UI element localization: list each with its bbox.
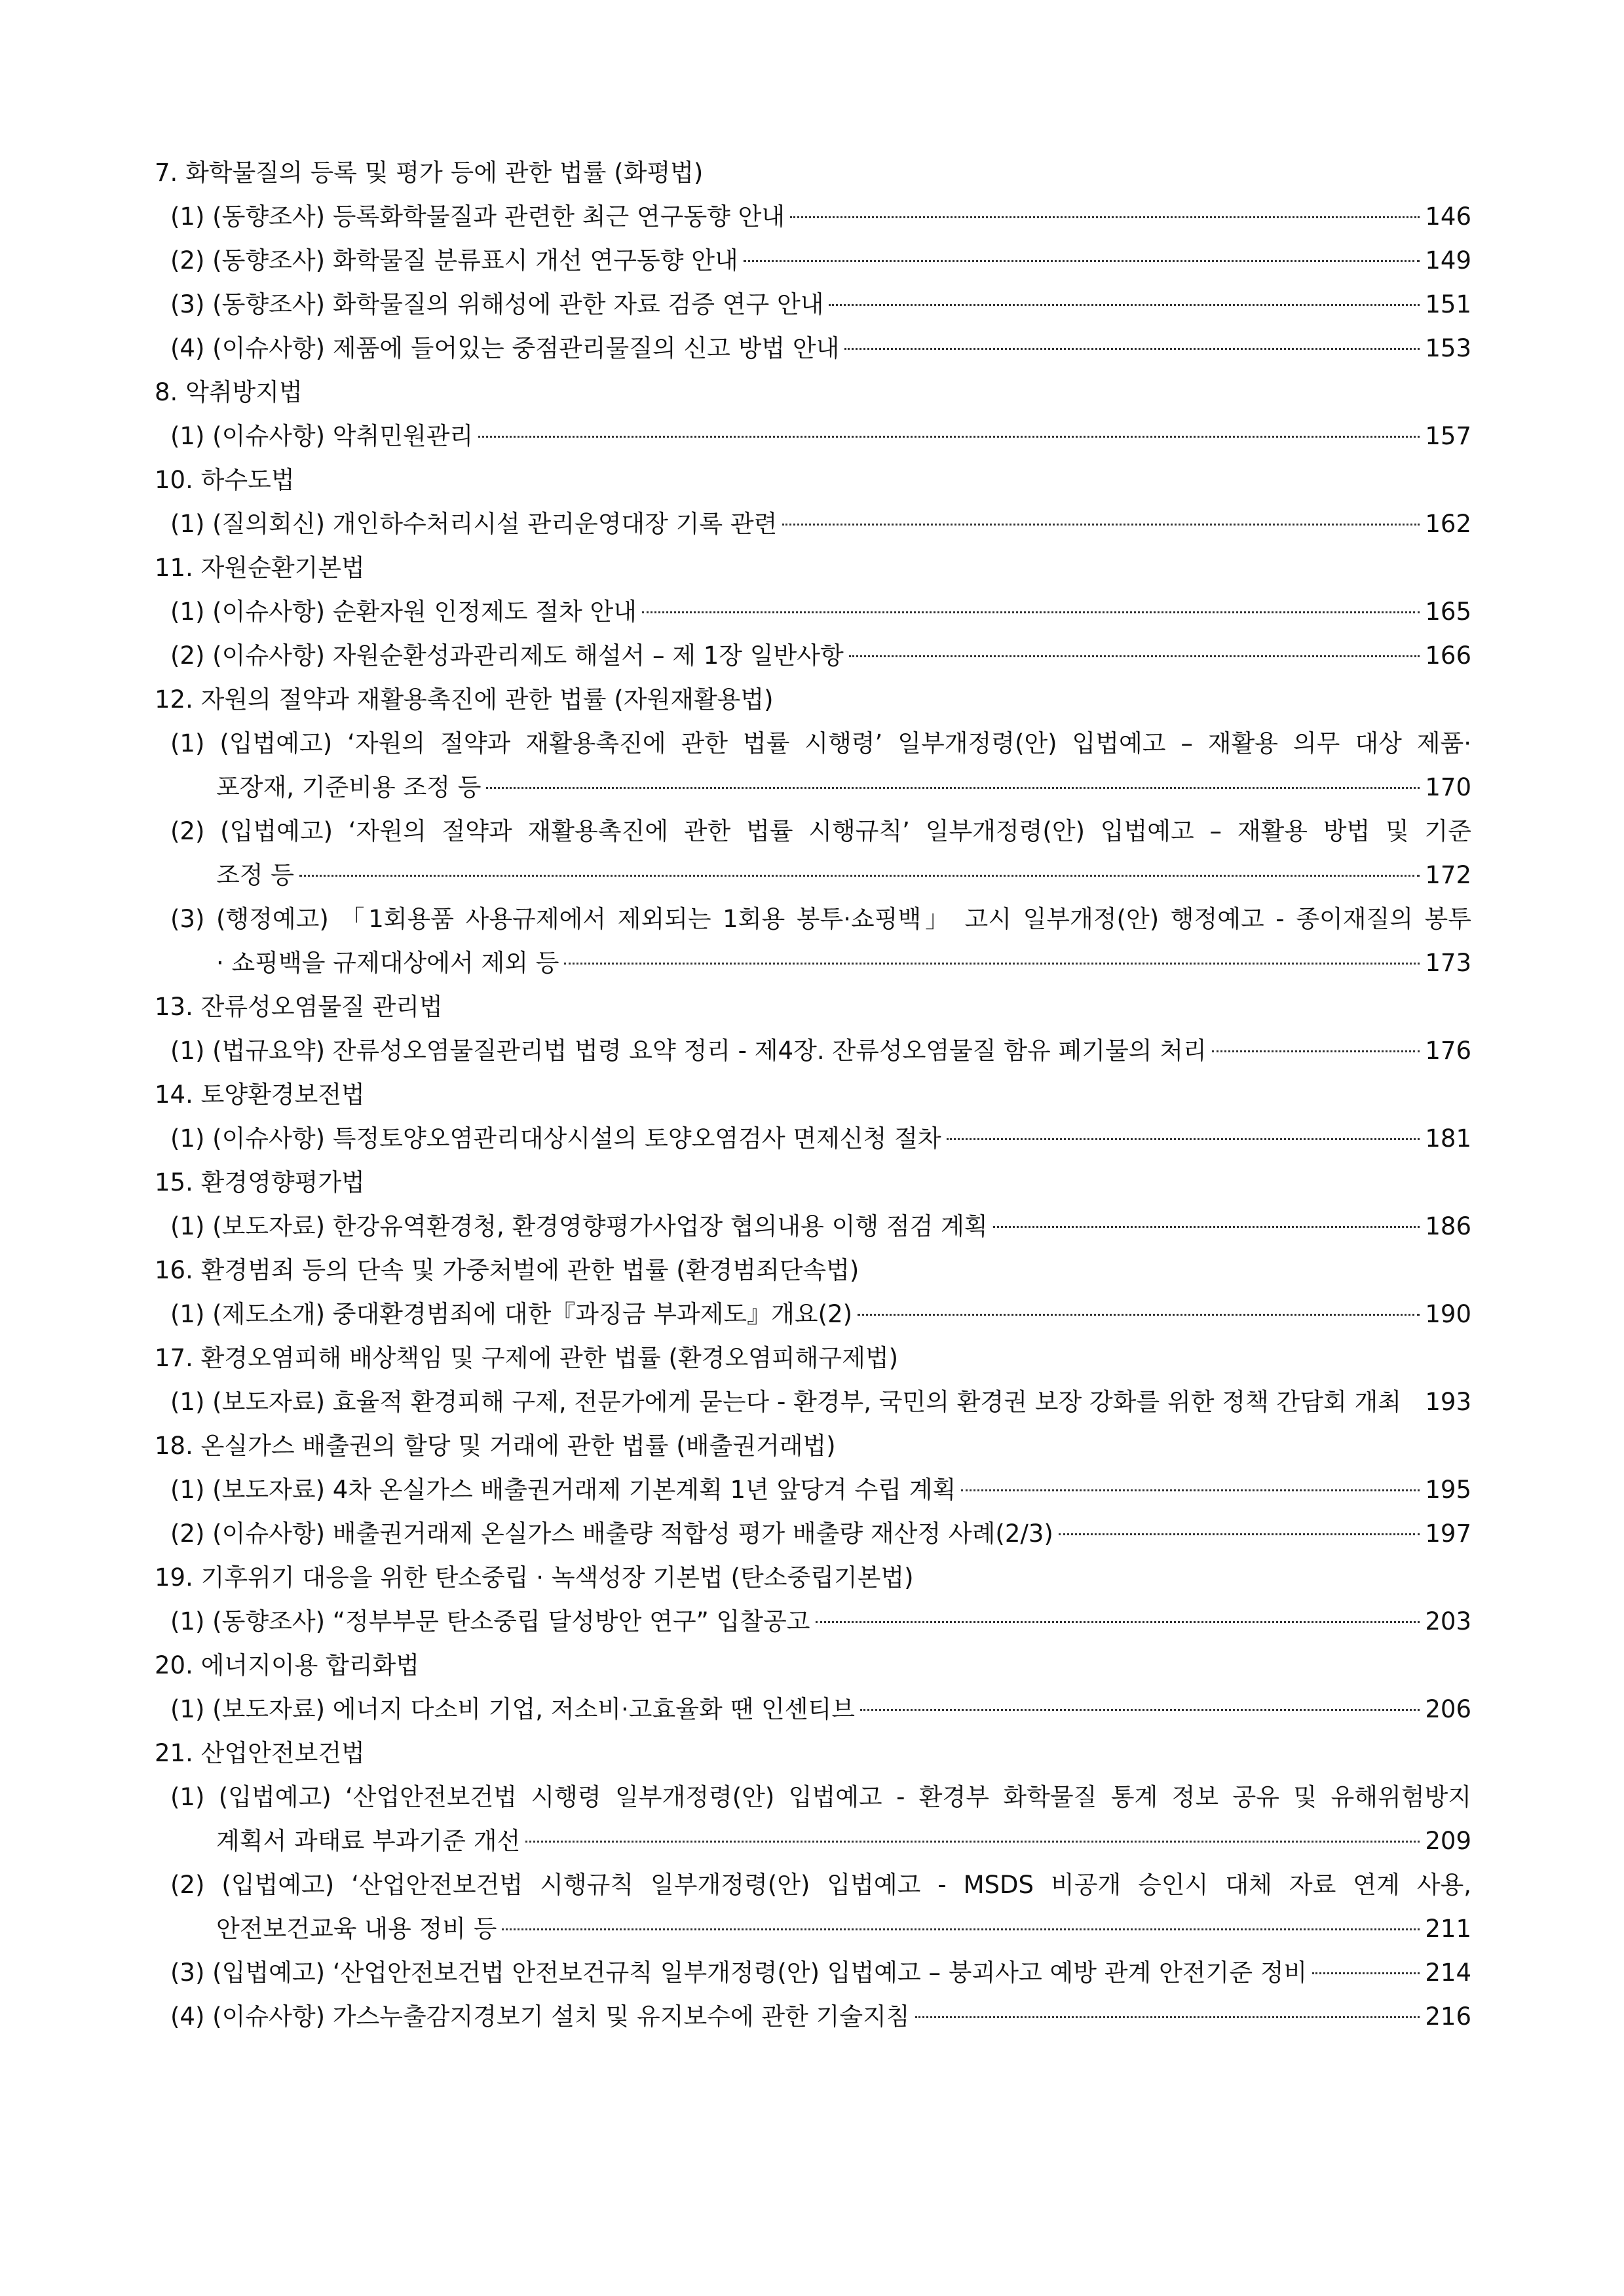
toc-entry[interactable] [155,897,1471,985]
section-heading: 20. 에너지이용 합리화법 [155,1651,420,1679]
page-number: 153 [1425,334,1471,362]
dot-leader [790,216,1420,218]
page-number: 173 [1425,949,1471,977]
toc-entry-text: (1) (법규요약) 잔류성오염물질관리법 법령 요약 정리 - 제4장. 잔류성오염물질 함유 폐기물의 처리 [170,1037,1207,1065]
toc-entry-continuation [170,941,1471,985]
page-number: 176 [1425,1037,1471,1065]
toc-entry[interactable] [155,326,1471,370]
dot-leader [299,875,1420,877]
toc-entry[interactable] [155,1512,1471,1556]
section-heading: 11. 자원순환기본법 [155,554,365,582]
page-number: 206 [1425,1695,1471,1723]
toc-entry[interactable] [155,1775,1471,1863]
page-number: 197 [1425,1520,1471,1548]
dot-leader [502,1928,1420,1930]
page-number: 214 [1425,1959,1471,1987]
dot-leader [564,963,1420,965]
toc-entry-text: (2) (이슈사항) 자원순환성과관리제도 해설서 – 제 1장 일반사항 [170,641,844,670]
dot-leader [993,1226,1420,1228]
dot-leader [478,436,1420,438]
toc-entry[interactable] [155,239,1471,282]
dot-leader [486,787,1420,789]
dot-leader [1312,1972,1420,1974]
toc-entry-text: (4) (이슈사항) 제품에 들어있는 중점관리물질의 신고 방법 안내 [170,334,840,362]
toc-entry[interactable] [155,634,1471,678]
toc-entry[interactable] [155,1204,1471,1248]
toc-entry[interactable] [155,195,1471,239]
page-number: 203 [1425,1607,1471,1636]
toc-entry-text: (2) (동향조사) 화학물질 분류표시 개선 연구동향 안내 [170,246,738,275]
toc-entry[interactable] [155,1995,1471,2038]
page-number: 211 [1425,1915,1471,1943]
toc-entry[interactable] [155,1117,1471,1160]
toc-entry-text: (1) (보도자료) 에너지 다소비 기업, 저소비·고효율화 땐 인센티브 [170,1695,855,1723]
toc-entry-text-line2: 조정 등 [216,861,294,889]
section-heading: 21. 산업안전보건법 [155,1739,365,1767]
toc-entry-text: (1) (이슈사항) 특정토양오염관리대상시설의 토양오염검사 면제신청 절차 [170,1124,941,1153]
section-heading: 14. 토양환경보전법 [155,1081,365,1109]
dot-leader [947,1138,1420,1140]
section-heading: 16. 환경범죄 등의 단속 및 가중처벌에 관한 법률 (환경범죄단속법) [155,1256,859,1284]
toc-entry[interactable] [155,1292,1471,1336]
toc-entry-text-line2: · 쇼핑백을 규제대상에서 제외 등 [216,949,559,977]
toc-entry-text: (1) (동향조사) 등록화학물질과 관련한 최근 연구동향 안내 [170,202,785,231]
section-heading: 13. 잔류성오염물질 관리법 [155,993,443,1021]
toc-entry-continuation [170,1819,1471,1863]
dot-leader [915,2016,1420,2018]
dot-leader [961,1489,1420,1491]
toc-entry-text-line2: 포장재, 기준비용 조정 등 [216,773,482,801]
section-heading: 17. 환경오염피해 배상책임 및 구제에 관한 법률 (환경오염피해구제법) [155,1344,899,1372]
toc-entry[interactable] [155,721,1471,809]
dot-leader [844,348,1420,350]
dot-leader [858,1314,1420,1316]
toc-entry[interactable] [155,1380,1471,1424]
toc-entry[interactable] [155,1863,1471,1951]
toc-entry-text: (1) (보도자료) 4차 온실가스 배출권거래제 기본계획 1년 앞당겨 수립 계획 [170,1476,956,1504]
page-number: 193 [1425,1388,1471,1416]
toc-entry[interactable] [155,1468,1471,1512]
page-number: 146 [1425,202,1471,231]
toc-entry-text: (3) (동향조사) 화학물질의 위해성에 관한 자료 검증 연구 안내 [170,290,824,318]
toc-entry[interactable] [155,1029,1471,1073]
toc-entry-text-line1: (1) (입법예고) ‘자원의 절약과 재활용촉진에 관한 법률 시행령’ 일부개정령(안) 입법예고 – 재활용 의무 대상 제품· [170,729,1471,757]
page-number: 186 [1425,1212,1471,1240]
page-number: 172 [1425,861,1471,889]
toc-entry[interactable] [155,502,1471,546]
toc-entry-continuation [170,765,1471,809]
toc-entry[interactable] [155,809,1471,897]
dot-leader [642,611,1420,613]
table-of-contents [155,151,1471,2038]
toc-entry-text: (1) (제도소개) 중대환경범죄에 대한『과징금 부과제도』개요(2) [170,1300,853,1328]
toc-entry[interactable] [155,1687,1471,1731]
section-heading: 8. 악취방지법 [155,378,303,406]
toc-entry-text: (2) (이슈사항) 배출권거래제 온실가스 배출량 적합성 평가 배출량 재산정 사례(2/3) [170,1520,1053,1548]
toc-entry[interactable] [155,1951,1471,1995]
page-number: 166 [1425,641,1471,670]
toc-entry-text: (1) (이슈사항) 악취민원관리 [170,422,474,450]
section-heading: 7. 화학물질의 등록 및 평가 등에 관한 법률 (화평법) [155,159,704,187]
dot-leader [525,1841,1420,1843]
toc-entry-text: (1) (동향조사) “정부부문 탄소중립 달성방안 연구” 입찰공고 [170,1607,810,1636]
toc-entry-text-line2: 계획서 과태료 부과기준 개선 [216,1827,521,1855]
page-number: 165 [1425,598,1471,626]
page-number: 209 [1425,1827,1471,1855]
page-number: 157 [1425,422,1471,450]
page-number: 151 [1425,290,1471,318]
dot-leader [816,1621,1420,1623]
section-heading: 18. 온실가스 배출권의 할당 및 거래에 관한 법률 (배출권거래법) [155,1432,836,1460]
section-heading: 12. 자원의 절약과 재활용촉진에 관한 법률 (자원재활용법) [155,685,774,714]
page-number: 162 [1425,510,1471,538]
toc-entry-text: (3) (입법예고) ‘산업안전보건법 안전보건규칙 일부개정령(안) 입법예고 – 붕괴사고 예방 관계 안전기준 정비 [170,1959,1308,1987]
dot-leader [1059,1533,1420,1535]
page-number: 170 [1425,773,1471,801]
toc-entry[interactable] [155,414,1471,458]
toc-entry-text-line1: (3) (행정예고) 「1회용품 사용규제에서 제외되는 1회용 봉투·쇼핑백」 고시 일부개정(안) 행정예고 - 종이재질의 봉투 [170,905,1471,933]
toc-entry-text-line1: (1) (입법예고) ‘산업안전보건법 시행령 일부개정령(안) 입법예고 - 환경부 화학물질 통계 정보 공유 및 유해위험방지 [170,1783,1471,1811]
section-heading: 19. 기후위기 대응을 위한 탄소중립 · 녹색성장 기본법 (탄소중립기본법) [155,1563,914,1592]
toc-entry-text: (1) (보도자료) 효율적 환경피해 구제, 전문가에게 묻는다 - 환경부, 국민의 환경권 보장 강화를 위한 정책 간담회 개최 [170,1388,1401,1416]
toc-entry-text: (1) (보도자료) 한강유역환경청, 환경영향평가사업장 협의내용 이행 점검 계획 [170,1212,988,1240]
page-number: 190 [1425,1300,1471,1328]
toc-entry[interactable] [155,590,1471,634]
dot-leader [829,304,1420,306]
dot-leader [1212,1050,1420,1052]
page-number: 195 [1425,1476,1471,1504]
section-heading: 10. 하수도법 [155,466,295,494]
toc-entry[interactable] [155,282,1471,326]
dot-leader [744,260,1420,262]
page-number: 216 [1425,2002,1471,2031]
toc-entry-text-line2: 안전보건교육 내용 정비 등 [216,1915,497,1943]
toc-entry-continuation [170,853,1471,897]
toc-entry-text-line1: (2) (입법예고) ‘산업안전보건법 시행규칙 일부개정령(안) 입법예고 - MSDS 비공개 승인시 대체 자료 연계 사용, [170,1871,1471,1899]
toc-entry-text: (1) (질의회신) 개인하수처리시설 관리운영대장 기록 관련 [170,510,778,538]
toc-entry-text: (1) (이슈사항) 순환자원 인정제도 절차 안내 [170,598,637,626]
page-number: 181 [1425,1124,1471,1153]
toc-entry-text-line1: (2) (입법예고) ‘자원의 절약과 재활용촉진에 관한 법률 시행규칙’ 일부개정령(안) 입법예고 – 재활용 방법 및 기준 [170,817,1471,845]
toc-entry-text: (4) (이슈사항) 가스누출감지경보기 설치 및 유지보수에 관한 기술지침 [170,2002,910,2031]
toc-entry[interactable] [155,1599,1471,1643]
section-heading: 15. 환경영향평가법 [155,1168,365,1196]
page-number: 149 [1425,246,1471,275]
dot-leader [782,524,1420,526]
dot-leader [860,1709,1420,1711]
toc-entry-continuation [170,1907,1471,1951]
dot-leader [849,655,1420,657]
